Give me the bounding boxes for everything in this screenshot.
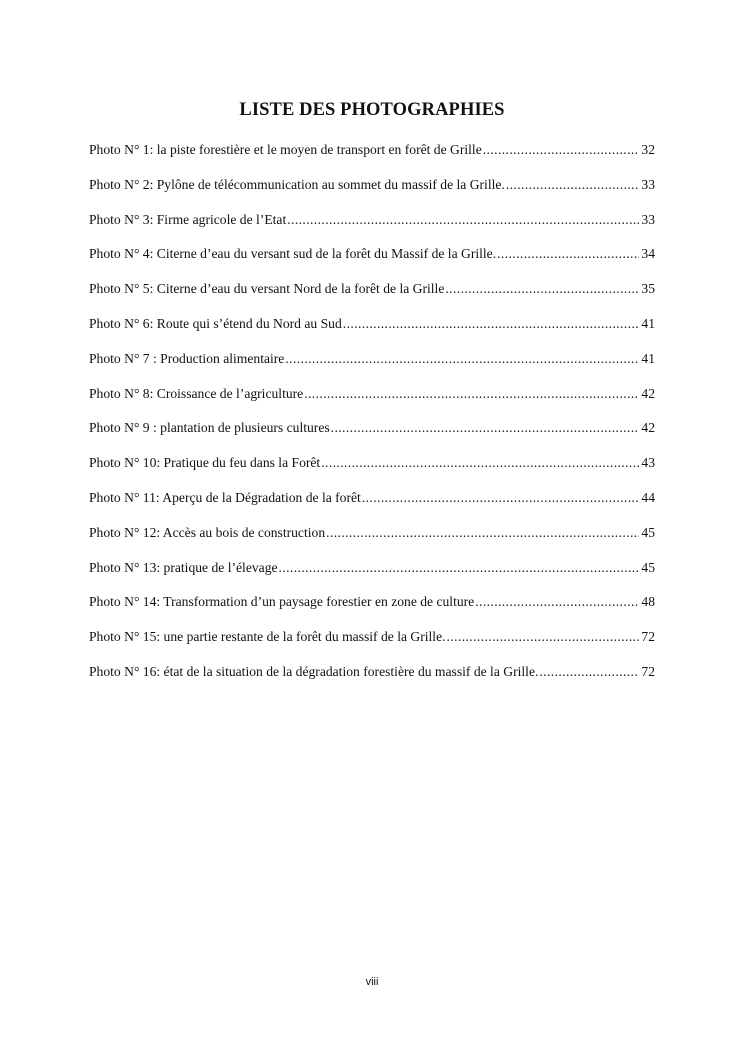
- toc-entry[interactable]: [89, 558, 655, 593]
- toc-entry-title: Photo N° 14: Transformation d’un paysage forestier en zone de culture: [89, 594, 475, 610]
- toc-entry-title: Photo N° 16: état de la situation de la dégradation forestière du massif de la Grille.: [89, 663, 539, 679]
- toc-entry-title: Photo N° 4: Citerne d’eau du versant sud de la forêt du Massif de la Grille.: [89, 246, 497, 262]
- toc-entry[interactable]: [89, 314, 655, 349]
- toc-entry[interactable]: [89, 279, 655, 314]
- toc-entry-title: Photo N° 8: Croissance de l’agriculture: [89, 385, 304, 401]
- toc-entry-page: 35: [641, 281, 655, 297]
- toc-entry-page: 48: [641, 594, 655, 610]
- toc-entry-title: Photo N° 2: Pylône de télécommunication au sommet du massif de la Grille.: [89, 176, 505, 192]
- toc-entry-title: Photo N° 12: Accès au bois de construction: [89, 524, 326, 540]
- toc-entry-page: 32: [641, 142, 655, 157]
- toc-entry-title: Photo N° 13: pratique de l’élevage: [89, 559, 278, 575]
- dot-leader: [321, 453, 639, 472]
- toc-entry[interactable]: [89, 244, 655, 279]
- toc-entry-page: 41: [641, 315, 655, 331]
- toc-entry[interactable]: [89, 592, 655, 627]
- dot-leader: [497, 244, 639, 263]
- toc-entry-page: 33: [641, 211, 655, 227]
- dot-leader: [304, 384, 639, 403]
- dot-leader: [285, 349, 639, 368]
- toc-entry[interactable]: [89, 418, 655, 453]
- dot-leader: [331, 418, 640, 437]
- toc-entry-page: 72: [641, 663, 655, 679]
- toc-entry[interactable]: [89, 453, 655, 488]
- toc-entry-title: Photo N° 11: Aperçu de la Dégradation de la forêt: [89, 489, 361, 505]
- dot-leader: [483, 140, 640, 159]
- toc-entry-title: Photo N° 1: la piste forestière et le moyen de transport en forêt de Grille: [89, 142, 482, 157]
- toc-entry-title: Photo N° 7 : Production alimentaire: [89, 350, 285, 366]
- dot-leader: [447, 627, 640, 646]
- toc-entry[interactable]: [89, 349, 655, 384]
- page-number: viii: [365, 976, 379, 988]
- toc-entry[interactable]: [89, 384, 655, 419]
- dot-leader: [343, 314, 640, 333]
- toc-entry-title: Photo N° 15: une partie restante de la forêt du massif de la Grille.: [89, 629, 446, 645]
- toc-entry-page: 43: [641, 455, 655, 471]
- toc-entry[interactable]: [89, 488, 655, 523]
- toc-entry-page: 45: [641, 559, 655, 575]
- toc-entry[interactable]: [89, 175, 655, 210]
- dot-leader: [539, 662, 639, 681]
- photo-list: [89, 140, 655, 697]
- toc-entry[interactable]: [89, 210, 655, 245]
- dot-leader: [279, 558, 640, 577]
- dot-leader: [506, 175, 640, 194]
- toc-entry-page: 41: [641, 350, 655, 366]
- toc-entry[interactable]: [89, 523, 655, 558]
- toc-entry-title: Photo N° 10: Pratique du feu dans la Forêt: [89, 455, 321, 471]
- dot-leader: [475, 592, 639, 611]
- toc-entry[interactable]: [89, 662, 655, 697]
- toc-entry-page: 34: [641, 246, 655, 262]
- dot-leader: [445, 279, 639, 298]
- dot-leader: [362, 488, 640, 507]
- toc-entry-title: Photo N° 6: Route qui s’étend du Nord au Sud: [89, 315, 342, 331]
- toc-entry[interactable]: [89, 140, 655, 175]
- toc-entry-page: 42: [641, 420, 655, 436]
- dot-leader: [287, 210, 639, 229]
- toc-entry[interactable]: [89, 627, 655, 662]
- page-title: LISTE DES PHOTOGRAPHIES: [239, 100, 505, 121]
- toc-entry-title: Photo N° 3: Firme agricole de l’Etat: [89, 211, 287, 227]
- toc-entry-title: Photo N° 9 : plantation de plusieurs cultures: [89, 420, 330, 436]
- toc-entry-page: 45: [641, 524, 655, 540]
- toc-entry-title: Photo N° 5: Citerne d’eau du versant Nord de la forêt de la Grille: [89, 281, 445, 297]
- toc-entry-page: 72: [641, 629, 655, 645]
- toc-entry-page: 42: [641, 385, 655, 401]
- dot-leader: [326, 523, 639, 542]
- toc-entry-page: 44: [641, 489, 655, 505]
- toc-entry-page: 33: [641, 176, 655, 192]
